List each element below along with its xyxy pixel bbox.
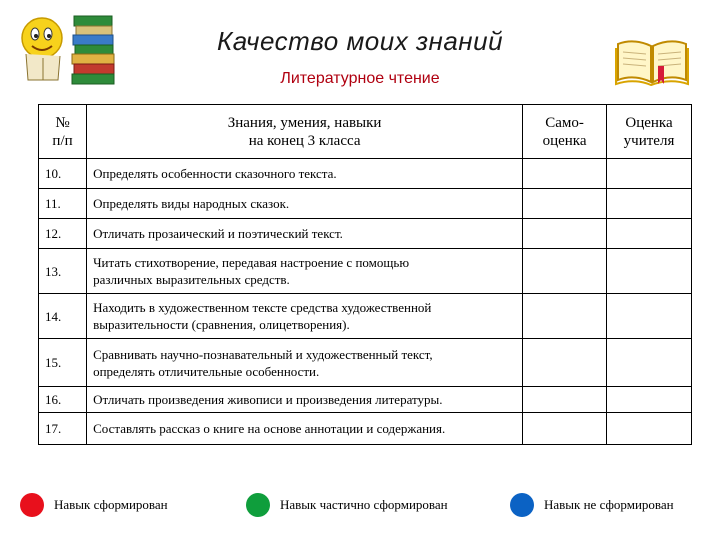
- row-number: 10.: [39, 159, 87, 189]
- self-assessment-cell[interactable]: [523, 339, 607, 387]
- row-number: 14.: [39, 294, 87, 339]
- table-row: [39, 189, 692, 219]
- teacher-grade-cell[interactable]: [607, 159, 692, 189]
- self-assessment-cell[interactable]: [523, 249, 607, 294]
- skill-text: Составлять рассказ о книге на основе аннотации и содержания.: [87, 413, 523, 445]
- self-assessment-cell[interactable]: [523, 294, 607, 339]
- green-dot-icon: [246, 493, 270, 517]
- row-number: 13.: [39, 249, 87, 294]
- self-assessment-cell[interactable]: [523, 189, 607, 219]
- row-number: 17.: [39, 413, 87, 445]
- skill-text: Определять особенности сказочного текста.: [87, 159, 523, 189]
- self-assessment-cell[interactable]: [523, 219, 607, 249]
- page-subtitle: Литературное чтение: [280, 70, 440, 87]
- header-skills: Знания, умения, навыки на конец 3 класса: [87, 105, 523, 159]
- teacher-grade-cell[interactable]: [607, 339, 692, 387]
- legend-item-formed: [20, 492, 168, 518]
- skill-text: Отличать произведения живописи и произведения литературы.: [87, 387, 523, 413]
- skill-text: Находить в художественном тексте средства художественной выразительности (сравнения, олицетворения).: [87, 294, 523, 339]
- table-row: [39, 294, 692, 339]
- skills-table: [38, 104, 692, 445]
- page-title: Качество моих знаний: [216, 26, 504, 56]
- teacher-grade-cell[interactable]: [607, 219, 692, 249]
- table-row: [39, 413, 692, 445]
- blue-dot-icon: [510, 493, 534, 517]
- skill-text: Сравнивать научно-познавательный и художественный текст, определять отличительные особенности.: [87, 339, 523, 387]
- teacher-grade-cell[interactable]: [607, 387, 692, 413]
- teacher-grade-cell[interactable]: [607, 249, 692, 294]
- legend-label: Навык частично сформирован: [280, 497, 448, 512]
- teacher-grade-cell[interactable]: [607, 413, 692, 445]
- teacher-grade-cell[interactable]: [607, 294, 692, 339]
- header-number: № п/п: [39, 105, 87, 159]
- header-self-assessment: Само- оценка: [523, 105, 607, 159]
- row-number: 15.: [39, 339, 87, 387]
- legend-item-partially-formed: [246, 492, 448, 518]
- table-row: [39, 219, 692, 249]
- self-assessment-cell[interactable]: [523, 413, 607, 445]
- red-dot-icon: [20, 493, 44, 517]
- row-number: 11.: [39, 189, 87, 219]
- skill-text: Определять виды народных сказок.: [87, 189, 523, 219]
- table-header-row: [39, 105, 692, 159]
- row-number: 12.: [39, 219, 87, 249]
- self-assessment-cell[interactable]: [523, 387, 607, 413]
- teacher-grade-cell[interactable]: [607, 189, 692, 219]
- table-row: [39, 339, 692, 387]
- table-row: [39, 159, 692, 189]
- legend-item-not-formed: [510, 492, 674, 518]
- legend-label: Навык не сформирован: [544, 497, 674, 512]
- legend-label: Навык сформирован: [54, 497, 168, 512]
- table-row: [39, 387, 692, 413]
- skill-text: Отличать прозаический и поэтический текст.: [87, 219, 523, 249]
- skill-text: Читать стихотворение, передавая настроение с помощью различных выразительных средств.: [87, 249, 523, 294]
- table-row: [39, 249, 692, 294]
- row-number: 16.: [39, 387, 87, 413]
- header-teacher-grade: Оценка учителя: [607, 105, 692, 159]
- self-assessment-cell[interactable]: [523, 159, 607, 189]
